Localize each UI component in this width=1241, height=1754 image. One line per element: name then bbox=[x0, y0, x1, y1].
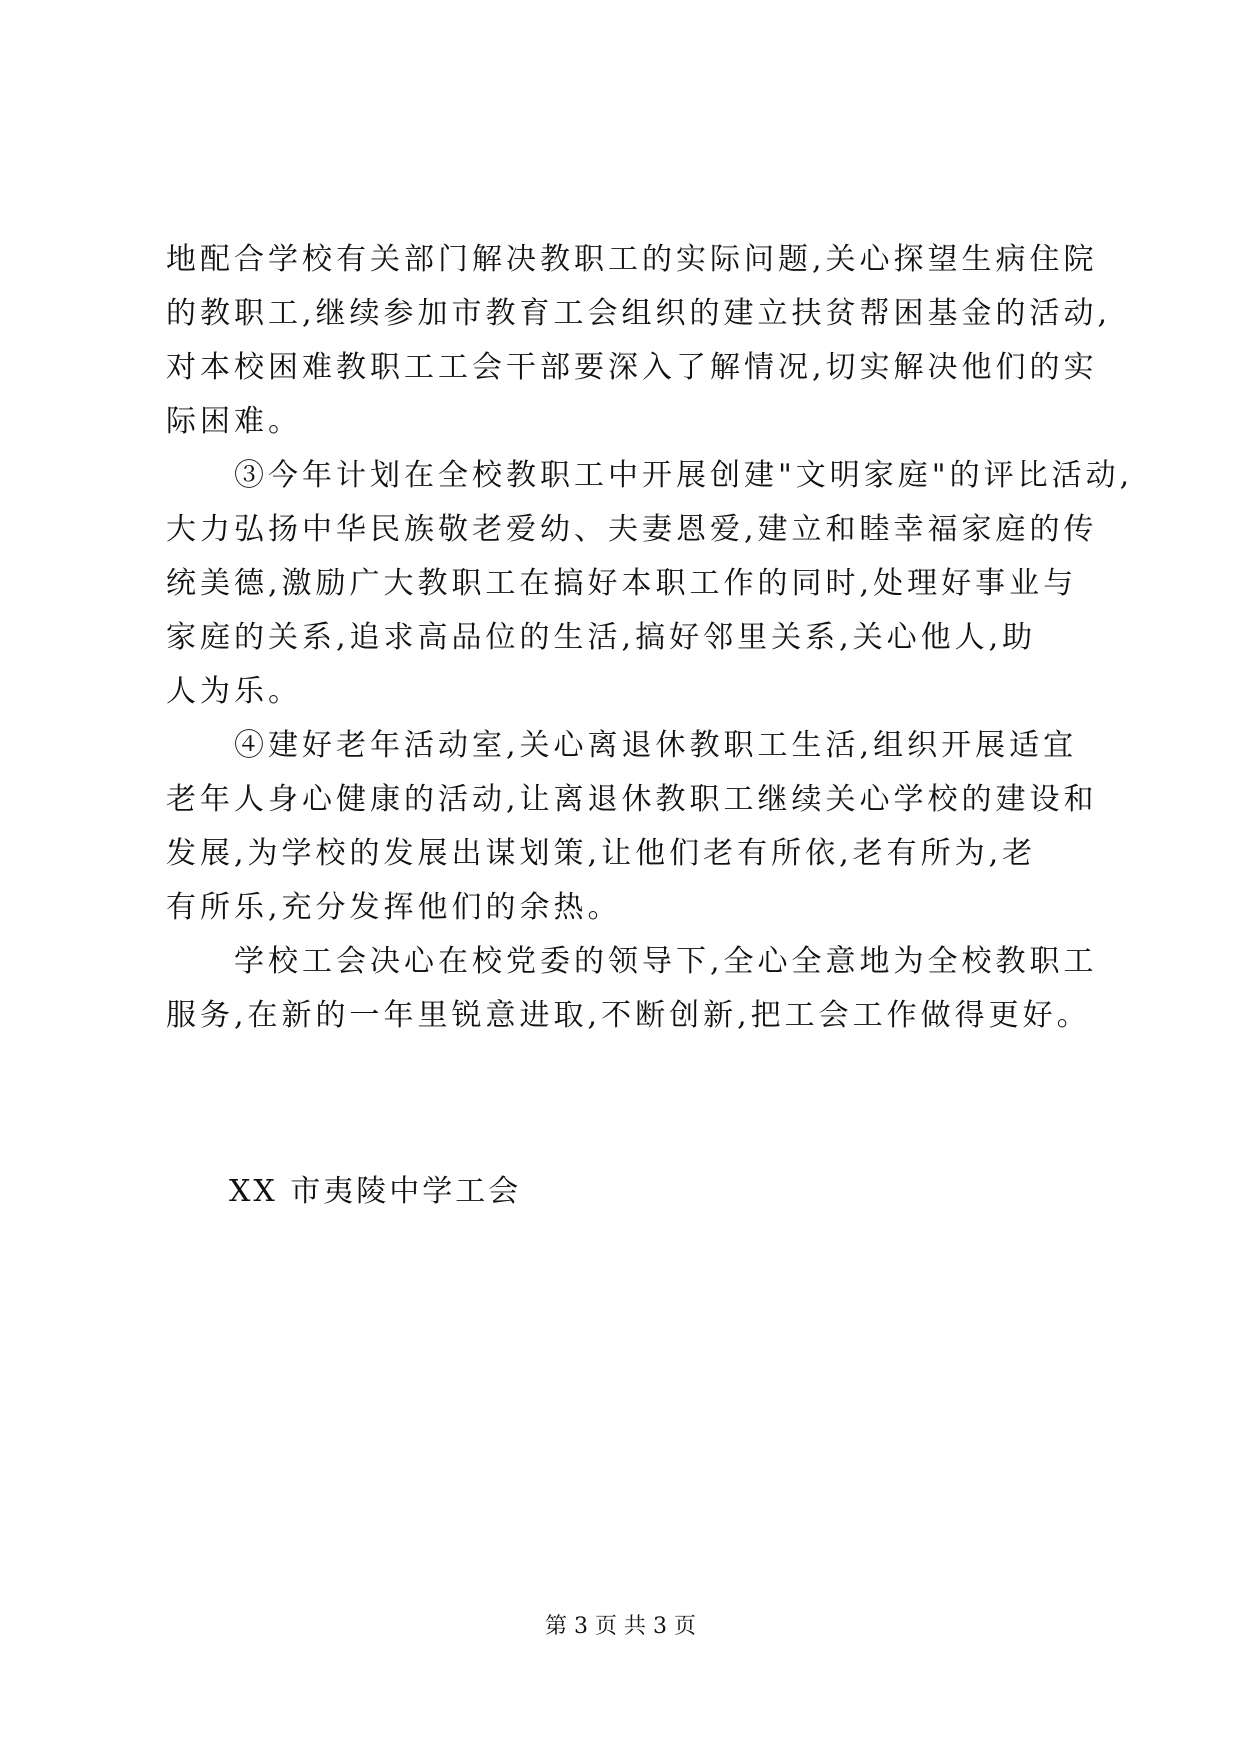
body-line: 人为乐。 bbox=[166, 674, 302, 709]
body-line: 的教职工,继续参加市教育工会组织的建立扶贫帮困基金的活动, bbox=[166, 296, 1112, 331]
body-line: 服务,在新的一年里锐意进取,不断创新,把工会工作做得更好。 bbox=[166, 998, 1091, 1033]
body-line: ④建好老年活动室,关心离退休教职工生活,组织开展适宜 bbox=[166, 728, 1078, 763]
body-line: 学校工会决心在校党委的领导下,全心全意地为全校教职工 bbox=[166, 944, 1098, 979]
signature: XX 市夷陵中学工会 bbox=[229, 1174, 522, 1209]
body-line: 统美德,激励广大教职工在搞好本职工作的同时,处理好事业与 bbox=[166, 566, 1078, 601]
body-line: 有所乐,充分发挥他们的余热。 bbox=[166, 890, 622, 925]
body-line: ③今年计划在全校教职工中开展创建"文明家庭"的评比活动, bbox=[166, 458, 1134, 493]
body-line: 发展,为学校的发展出谋划策,让他们老有所依,老有所为,老 bbox=[166, 836, 1037, 871]
body-line: 大力弘扬中华民族敬老爱幼、夫妻恩爱,建立和睦幸福家庭的传 bbox=[166, 512, 1098, 547]
document-body bbox=[166, 233, 1134, 1043]
body-line: 家庭的关系,追求高品位的生活,搞好邻里关系,关心他人,助 bbox=[166, 620, 1037, 655]
body-line: 际困难。 bbox=[166, 404, 302, 439]
page-footer: 第 3 页 共 3 页 bbox=[545, 1614, 696, 1639]
body-line: 对本校困难教职工工会干部要深入了解情况,切实解决他们的实 bbox=[166, 350, 1098, 385]
body-line: 老年人身心健康的活动,让离退休教职工继续关心学校的建设和 bbox=[166, 782, 1098, 817]
body-line: 地配合学校有关部门解决教职工的实际问题,关心探望生病住院 bbox=[166, 242, 1098, 277]
